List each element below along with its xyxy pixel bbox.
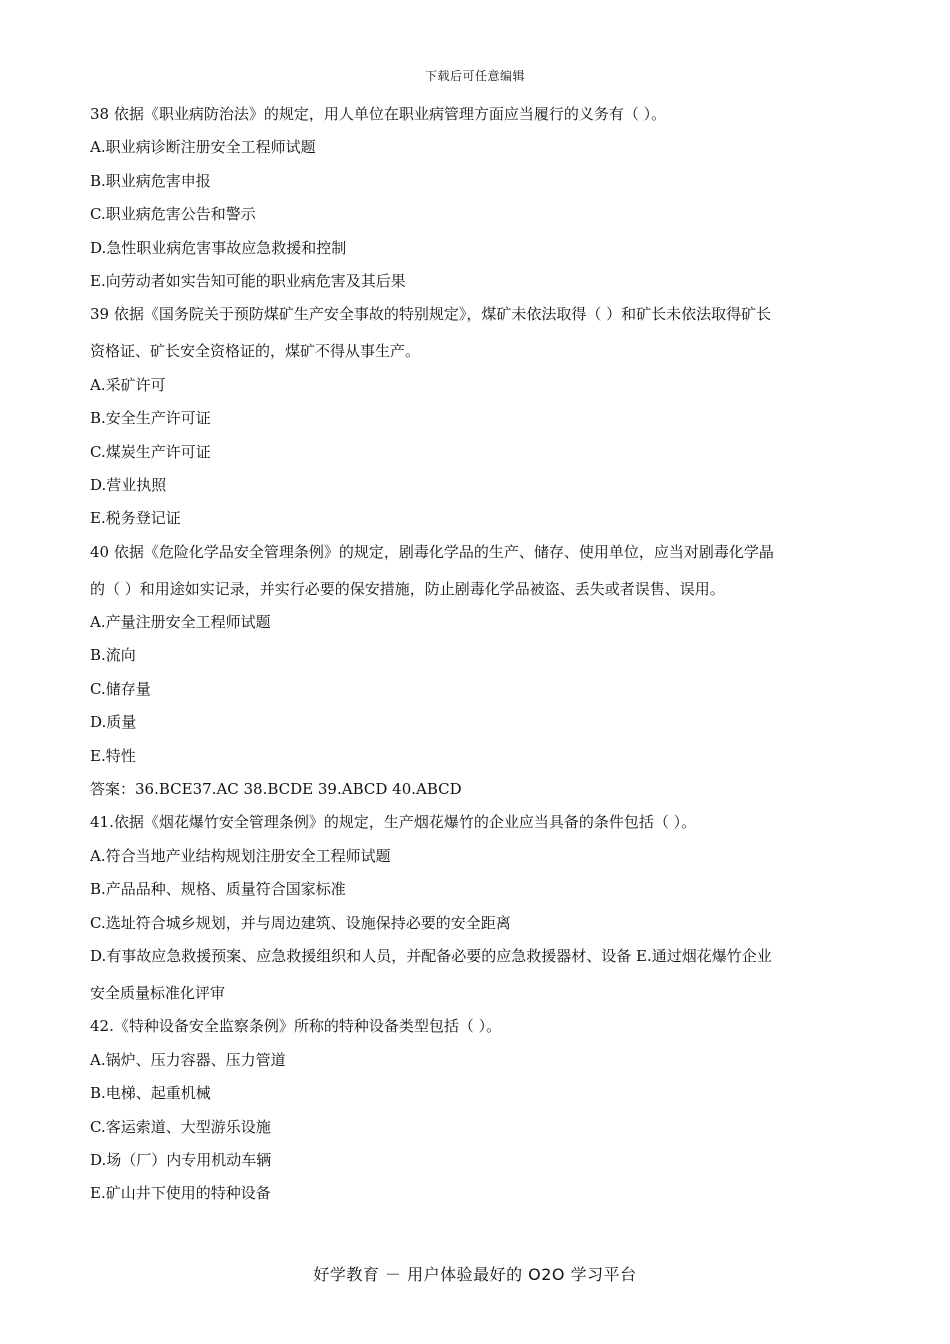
question-39-option-d: D.营业执照 [90, 475, 167, 494]
question-39-option-b: B.安全生产许可证 [90, 409, 211, 428]
question-42-option-a: A.锅炉、压力容器、压力管道 [90, 1050, 286, 1069]
question-38-option-d: D.急性职业病危害事故应急救援和控制 [90, 238, 347, 257]
question-40-stem-line-1: 40 依据《危险化学品安全管理条例》的规定，剧毒化学品的生产、储存、使用单位，应当对剧毒化学晶 [90, 542, 774, 561]
question-38-option-a: A.职业病诊断注册安全工程师试题 [90, 138, 316, 157]
question-42-option-e: E.矿山井下使用的特种设备 [90, 1184, 271, 1203]
question-40-option-b: B.流向 [90, 646, 136, 665]
answer-key: 答案：36.BCE37.AC 38.BCDE 39.ABCD 40.ABCD [90, 780, 462, 799]
question-42-option-b: B.电梯、起重机械 [90, 1084, 211, 1103]
question-42-option-d: D.场（厂）内专用机动车辆 [90, 1150, 272, 1169]
question-38-option-e: E.向劳动者如实告知可能的职业病危害及其后果 [90, 271, 406, 290]
question-40-option-d: D.质量 [90, 713, 137, 732]
question-41-option-a: A.符合当地产业结构规划注册安全工程师试题 [90, 846, 391, 865]
question-39-stem-line-1: 39 依据《国务院关于预防煤矿生产安全事故的特别规定》，煤矿未依法取得（ ）和矿长未依法取得矿长 [90, 305, 772, 324]
document-body [90, 98, 870, 1211]
question-41-option-c: C.选址符合城乡规划，并与周边建筑、设施保持必要的安全距离 [90, 913, 511, 932]
question-39-option-a: A.采矿许可 [90, 375, 166, 394]
question-40-option-a: A.产量注册安全工程师试题 [90, 613, 271, 632]
page-header: 下载后可任意编辑 [424, 69, 525, 83]
question-39-option-e: E.税务登记证 [90, 509, 181, 528]
question-38-option-b: B.职业病危害申报 [90, 171, 211, 190]
question-40-stem-line-2: 的（ ）和用途如实记录，并实行必要的保安措施，防止剧毒化学品被盗、丢失或者误售、误用。 [90, 579, 725, 598]
question-38-stem: 38 依据《职业病防治法》的规定，用人单位在职业病管理方面应当履行的义务有（ ）。 [90, 105, 667, 123]
page-footer: 好学教育 － 用户体验最好的 O2O 学习平台 [313, 1265, 637, 1284]
question-41-option-b: B.产品品种、规格、质量符合国家标准 [90, 880, 346, 899]
question-42-option-c: C.客运索道、大型游乐设施 [90, 1117, 271, 1136]
question-39-option-c: C.煤炭生产许可证 [90, 442, 211, 461]
question-41-stem: 41.依据《烟花爆竹安全管理条例》的规定，生产烟花爆竹的企业应当具备的条件包括（ ）。 [90, 813, 697, 832]
question-42-stem: 42.《特种设备安全监察条例》所称的特种设备类型包括（ ）。 [90, 1017, 502, 1036]
question-39-stem-line-2: 资格证、矿长安全资格证的，煤矿不得从事生产。 [90, 342, 421, 361]
question-40-option-e: E.特性 [90, 746, 136, 765]
question-40-option-c: C.储存量 [90, 679, 151, 698]
question-38-option-c: C.职业病危害公告和警示 [90, 205, 256, 224]
question-41-option-d-e-line-1: D.有事故应急救援预案、应急救援组织和人员，并配备必要的应急救援器材、设备 E.通过烟花爆竹企业 [90, 946, 772, 965]
question-41-option-e-line-2: 安全质量标准化评审 [90, 983, 226, 1002]
